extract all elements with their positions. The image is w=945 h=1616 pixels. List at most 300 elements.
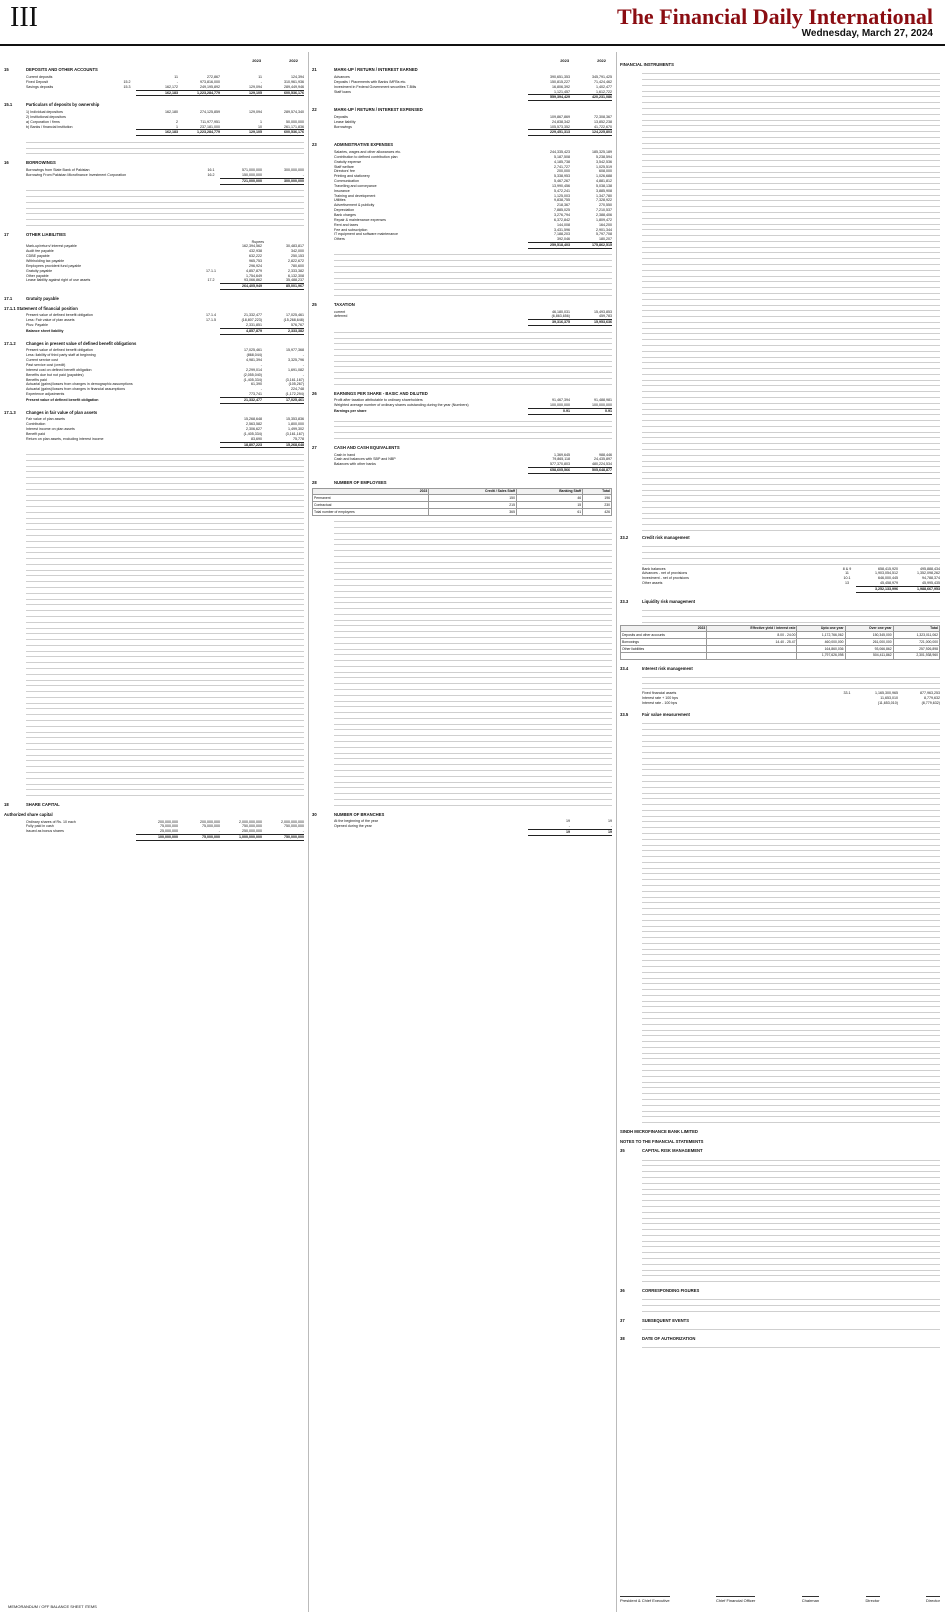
line-item-label: Less: Fair value of plan assets xyxy=(26,318,75,323)
line-item-value: 237,181,000 xyxy=(200,124,220,129)
line-item-value: 21,332,477 xyxy=(244,313,262,318)
line-item-note: 33.1 xyxy=(843,691,851,696)
line-item-value: 1,691,082 xyxy=(288,367,304,372)
line-item-label: Earnings per share xyxy=(334,409,367,414)
table-cell: 164,860,036 xyxy=(797,645,845,652)
line-item-value: (1,405,334) xyxy=(243,377,262,382)
section-eps: 26 EARNINGS PER SHARE - BASIC AND DILUTED Profit after taxation attributable to ordinary shareholders 91,467,394 91,488,981 Weighted average number of ordinary shares outstanding during the year (Numbers) 100,000,000 100,000,000 Earnings per share 0.91 0.91 xyxy=(312,391,612,439)
line-item-value: (868,044) xyxy=(246,353,262,358)
line-item-label: Fair value of plan assets xyxy=(26,417,65,422)
line-item-value: 2,333,382 xyxy=(288,268,304,273)
line-item xyxy=(4,178,304,185)
line-item-value: 79,865,118 xyxy=(552,457,570,462)
line-item-note: 17.2 xyxy=(207,278,215,283)
line-item-label: Interest cost on defined benefit obligation xyxy=(26,367,92,372)
line-item-label: Fee and subscription xyxy=(334,227,368,232)
line-item xyxy=(312,242,612,249)
memorandum-heading: MEMORANDUM / OFF BALANCE SHEET ITEMS xyxy=(8,1604,97,1609)
line-item-value: 8,779,632 xyxy=(924,696,940,701)
line-item-label: Cash and balances with SBP and NBP xyxy=(334,457,396,462)
line-item-value: 1,754,649 xyxy=(246,273,262,278)
line-item-value: 129,094 xyxy=(249,84,262,89)
paragraph xyxy=(620,1156,940,1282)
table-cell: 1,797,626,098 xyxy=(797,652,845,659)
section-share-capital: 18 SHARE CAPITAL Authorized share capital Ordinary shares of Rs. 10 each 200,000,000 200,000,000 2,000,000,000 2,000,000,000 Fully paid in cash 75,000,000 75,000,000 750,000,000 750,000,000 Issued as bonus shares 25,000,000 - 250,000,000 - 100,000,000 75,000,000 1,000,000,000 750,000,000 xyxy=(4,802,304,840)
line-item-label: CDBE payable xyxy=(26,254,50,259)
line-item-value: 15,268,648 xyxy=(262,442,304,449)
line-item-value: 3,885,908 xyxy=(596,188,612,193)
table-cell: 426 xyxy=(583,508,612,515)
line-item-label: Fixed Deposit xyxy=(26,79,48,84)
line-item-label: Deposits / Placements with Banks /MFBs etc. xyxy=(334,79,407,84)
line-item-label: Current deposits xyxy=(26,75,53,80)
table-header: Banking Staff xyxy=(516,488,582,495)
line-item-value: 750,000,000 xyxy=(262,834,304,841)
line-item-value: 244,335,423 xyxy=(550,150,570,154)
line-item-value: 129,094 xyxy=(249,110,262,115)
line-item-value: 150,000,000 xyxy=(242,173,262,177)
table-row xyxy=(313,495,612,502)
line-item-value: 773,741 xyxy=(249,392,262,397)
line-item-value: 93,066,862 xyxy=(244,278,262,283)
line-item-value: 342,000 xyxy=(291,249,304,254)
line-item-value: 577,370,803 xyxy=(550,462,570,467)
line-item-label: Others xyxy=(334,237,345,242)
paragraph xyxy=(620,1296,940,1312)
line-item-value: 600,536,176 xyxy=(262,129,304,136)
line-item-value: 91,467,394 xyxy=(552,398,570,403)
line-item-value: 5,338,953 xyxy=(554,174,570,179)
table-cell: 2,301,938,960 xyxy=(893,652,939,659)
paragraph xyxy=(312,328,612,385)
line-item-value: 2 xyxy=(176,119,178,124)
line-item-value: 30,483,817 xyxy=(286,244,304,249)
line-item-label: Mark-up/return/ interest payable xyxy=(26,244,77,249)
line-item-value: 274,125,859 xyxy=(200,110,220,115)
line-item-value: 3,276,794 xyxy=(554,212,570,217)
line-item-value: 6,132,308 xyxy=(288,273,304,278)
line-item-value: 11,653,010 xyxy=(880,696,898,701)
signatory: Director xyxy=(925,1598,940,1603)
line-item-value: 877,963,253 xyxy=(920,691,940,696)
section-title: FINANCIAL INSTRUMENTS xyxy=(620,62,674,67)
paragraph xyxy=(620,720,940,1124)
line-item-value: 2,388,406 xyxy=(596,212,612,217)
table-row xyxy=(621,645,940,652)
line-item-value: 71,424,462 xyxy=(594,79,612,84)
line-item-note: 11 xyxy=(845,571,849,576)
line-item xyxy=(312,467,612,474)
section-other-liabilities: 17 OTHER LIABILITIES Rupees Mark-up/return/ interest payable 162,394,562 30,483,817 Audit fee payable 432,938 342,000 CDBE payable 632,222 250,153 Withholding tax payable 965,753 2,822,672 Employees provident fund payable 296,924 780,600 Gratuity payable 17.1.1 4,857,879 2,333,382 Other payable 1,754,649 6,132,308 Lease liability against right of use assets 17.2 93,066,862 35,488,237 264,405,949 85,001,967 xyxy=(4,231,304,289)
table-cell: 261,000,000 xyxy=(845,639,893,646)
line-item-label: Fully paid in cash xyxy=(26,824,54,829)
line-item xyxy=(312,408,612,415)
line-item xyxy=(4,328,304,335)
line-item-label: Weighted average number of ordinary shares outstanding during the year (Numbers) xyxy=(334,403,469,408)
line-item-value: 459,783 xyxy=(599,314,612,319)
section-markup-expensed: 22 MARK-UP / RETURN / INTEREST EXPENSED Deposits 109,867,869 72,308,367 Lease liability 24,838,342 13,852,238 Borrowings 105,573,352 41,722,670 229,451,313 124,225,803 xyxy=(312,107,612,135)
section-capital-risk: 35 CAPITAL RISK MANAGEMENT xyxy=(620,1148,940,1282)
line-item-value: - xyxy=(568,824,570,829)
line-item-label: Profit after taxation attributable to ordinary shareholders xyxy=(334,398,423,403)
table-cell: 230 xyxy=(583,502,612,509)
line-item-label: Printing and stationery xyxy=(334,174,370,179)
table-header: Effective yield / interest rate xyxy=(707,625,797,632)
section-interest-risk: 33.4 Interest risk management Fixed financial assets 33.1 1,165,300,965 877,963,253 Interest rate + 100 bps 11,653,010 8,779,632 Interest rate - 100 bps (11,653,010) (8,779,632) xyxy=(620,665,940,706)
line-item-note: 15.2 xyxy=(123,79,131,84)
line-item-value: 750,000,000 xyxy=(242,824,262,829)
line-item-label: Benefit paid xyxy=(26,431,45,436)
line-item-label: Utilities xyxy=(334,198,346,203)
line-item-value: 780,600 xyxy=(291,263,304,268)
line-item-value: 19 xyxy=(566,819,570,824)
line-item-value: 129,105 xyxy=(220,129,262,136)
line-item-label: Staff loans xyxy=(334,89,351,94)
line-item-value: 11 xyxy=(258,75,262,80)
table-cell: 1,323,011,062 xyxy=(893,632,939,639)
line-item-label: Gratuity payable xyxy=(26,268,53,273)
line-item-label: Borrowings xyxy=(334,124,352,129)
line-item-label: Experience adjustments xyxy=(26,392,65,397)
line-item-label: Bank charges xyxy=(334,212,356,217)
table-header: Credit / Sales Staff xyxy=(429,488,517,495)
line-item-label: Past service cost (credit) xyxy=(26,363,66,367)
line-item xyxy=(4,129,304,136)
column-two xyxy=(312,58,612,1608)
line-item-value: 1,026,688 xyxy=(596,174,612,179)
line-item-value: 180,207 xyxy=(599,237,612,242)
line-item-value: 250,000,000 xyxy=(242,829,262,834)
line-item xyxy=(620,586,940,593)
line-item-value: 576,767 xyxy=(291,323,304,328)
line-item-value: 608,000 xyxy=(599,169,612,174)
line-item-label: Insurance xyxy=(334,188,350,193)
line-item-label: Deposits xyxy=(334,114,348,119)
line-item-value: 2,000,000,000 xyxy=(239,819,262,824)
line-item-value: (1,172,294) xyxy=(285,392,304,397)
line-item-label: Present value of defined benefit obligation xyxy=(26,397,99,402)
line-item-value: 75,000,000 xyxy=(202,824,220,829)
section-admin-expenses: 23 ADMINISTRATIVE EXPENSES Salaries, wages and other allowances etc. 244,335,423 185,325,189 Contribution to defined contribution plan 5,187,508 5,238,594 Gratuity expense 4,185,738 3,542,536 Staff welfare 2,741,727 1,025,519 Directors' fee 200,000 608,000 Printing and stationery 5,338,953 1,026,688 Communication 5,467,267 4,881,812 Travelling and conveyance 13,990,456 5,038,138 Insurance 5,472,241 3,885,908 Training and development 1,125,003 1,347,780 Utilities 9,838,755 7,328,922 Advertisement & publicity 218,367 270,550 Depreciation 7,885,025 7,210,537 Bank charges 3,276,794 2,388,406 Repair & maintenance expenses 6,372,842 1,809,472 Rent and taxes 144,008 164,200 Fee and subscription 3,431,596 2,901,344 IT equipment and software maintenance 7,188,203 5,797,708 Others 392,046 180,207 259,518,403 175,862,515 xyxy=(312,142,612,296)
line-item-value: 7,210,537 xyxy=(596,208,612,213)
line-item-note: 17.1.1 xyxy=(206,268,216,273)
line-item-value: 711,977,951 xyxy=(200,119,220,124)
line-item-value: 5,238,594 xyxy=(596,154,612,159)
line-item-value: 15,977,368 xyxy=(286,348,304,353)
line-item-value: 124,225,803 xyxy=(570,129,612,136)
line-item-value: 1,125,003 xyxy=(554,193,570,198)
paragraph xyxy=(620,1344,940,1349)
section-corresponding: 36 CORRESPONDING FIGURES xyxy=(620,1288,940,1312)
line-item-label: Advertisement & publicity xyxy=(334,203,375,208)
line-item-value: 1,402,477 xyxy=(596,84,612,89)
table-cell: Borrowings xyxy=(621,639,707,646)
line-item-label: Lease liability xyxy=(334,119,356,124)
line-item-label: Ordinary shares of Rs. 10 each xyxy=(26,819,76,824)
line-item-label: Contribution xyxy=(26,422,46,427)
line-item-value: 13,852,238 xyxy=(594,119,612,124)
line-item-label: Advances - net of provisions xyxy=(642,571,688,576)
line-item-value: - xyxy=(302,363,304,367)
table-cell: 215 xyxy=(429,502,517,509)
line-item-value: 39,316,375 xyxy=(528,319,570,326)
table-cell: Deposits and other accounts xyxy=(621,632,707,639)
line-item-value: (11,653,010) xyxy=(877,701,898,706)
line-item-value: (3,161,167) xyxy=(285,377,304,382)
column-divider xyxy=(616,52,617,1612)
line-item-value: 105,573,352 xyxy=(550,124,570,129)
line-item-label: Bank balances xyxy=(642,566,666,571)
page-number: III xyxy=(10,2,38,33)
line-item-value: 19 xyxy=(608,819,612,824)
line-item-value: 15,953,636 xyxy=(570,319,612,326)
line-item-value: 11 xyxy=(174,75,178,80)
table-cell: 504,411,862 xyxy=(845,652,893,659)
line-item-value: 2,333,382 xyxy=(262,328,304,335)
line-item-value: 4,881,812 xyxy=(596,179,612,184)
line-item-label: Travelling and conveyance xyxy=(334,183,377,188)
line-item-value: 218,367 xyxy=(557,203,570,208)
line-item-label: Directors' fee xyxy=(334,169,356,174)
line-item-label: a) Corporation / firms xyxy=(26,119,60,124)
table-header: 2023 xyxy=(621,625,707,632)
line-item-value: 13,990,456 xyxy=(552,183,570,188)
line-item-value: 2,563,582 xyxy=(246,422,262,427)
line-item xyxy=(620,701,940,706)
line-item-value: 5,187,508 xyxy=(554,154,570,159)
line-item-value: 261,171,836 xyxy=(284,124,304,129)
line-item-value: 124,394 xyxy=(291,75,304,80)
paragraph xyxy=(4,450,304,796)
line-item-value: 1,165,300,965 xyxy=(875,691,898,696)
publication-date: Wednesday, March 27, 2024 xyxy=(801,28,933,39)
line-item-value: (15,268,648) xyxy=(283,318,304,323)
line-item-label: Contribution to defined contribution plan xyxy=(334,154,398,159)
table-cell: Permanent xyxy=(313,495,429,502)
line-item-value: 91,488,981 xyxy=(594,398,612,403)
line-item-label: Staff welfare xyxy=(334,164,354,169)
line-item-value: 1,352,098,262 xyxy=(917,571,940,576)
line-item-value: 392,046 xyxy=(557,237,570,242)
line-item xyxy=(4,397,304,404)
line-item-value: 17,025,461 xyxy=(286,313,304,318)
paragraph xyxy=(620,606,940,622)
line-item-label: Training and development xyxy=(334,193,376,198)
line-item-value: 4,857,879 xyxy=(246,268,262,273)
bank-name: SINDH MICROFINANCE BANK LIMITED xyxy=(620,1129,698,1135)
line-item xyxy=(312,829,612,836)
line-item-value: 75,000,000 xyxy=(178,834,220,841)
line-item-value: 345,791,425 xyxy=(592,75,612,80)
table-row xyxy=(313,508,612,515)
line-item xyxy=(312,319,612,326)
line-item-value: 1 xyxy=(176,124,178,129)
line-item-value: 646,000,445 xyxy=(878,576,898,581)
line-item-value: 2,822,672 xyxy=(288,259,304,264)
line-item-label: Lease liability against right of use assets xyxy=(26,278,91,283)
line-item-note: 8 & 9 xyxy=(842,566,852,571)
line-item-value: 162,172 xyxy=(165,84,178,89)
line-item xyxy=(312,94,612,101)
line-item-value: 150,815,227 xyxy=(550,79,570,84)
line-item-value: 4,981,394 xyxy=(246,358,262,363)
line-item-label: Other assets xyxy=(642,581,663,586)
table-cell xyxy=(621,652,707,659)
line-item-value: 5,797,708 xyxy=(596,232,612,237)
line-item-value: - xyxy=(302,173,304,177)
line-item-value: - xyxy=(302,372,304,377)
line-item-value: 2,000,000,000 xyxy=(281,819,304,824)
line-item-value: 1,499,302 xyxy=(288,427,304,432)
line-item-value: 94,788,374 xyxy=(922,576,940,581)
line-item-value: 2,901,344 xyxy=(596,227,612,232)
paragraph xyxy=(4,187,304,226)
liquidity-table xyxy=(620,625,940,660)
line-item-value: 35,488,237 xyxy=(286,278,304,283)
line-item-value: 45,995,435 xyxy=(922,581,940,586)
line-item-label: Borrowings from State Bank of Pakistan xyxy=(26,168,90,173)
line-item-value: 185,325,189 xyxy=(592,150,612,154)
line-item-note: 13 xyxy=(845,581,849,586)
line-item-label: Present value of defined benefit obligation xyxy=(26,313,93,318)
line-item-label: IT equipment and software maintenance xyxy=(334,232,399,237)
line-item-label: Advances xyxy=(334,75,350,80)
line-item-note: 10.1 xyxy=(843,576,851,581)
line-item-value: 249,195,892 xyxy=(200,84,220,89)
employees-table xyxy=(312,488,612,516)
line-item-value: 109,867,869 xyxy=(550,114,570,119)
line-item-value: 5,038,138 xyxy=(596,183,612,188)
line-item-label: Balance sheet liability xyxy=(26,328,64,333)
line-item-value: 3,252,133,996 xyxy=(856,586,898,593)
line-item-value: 300,000,000 xyxy=(284,168,304,173)
line-item-value: 289,449,946 xyxy=(284,84,304,89)
line-item-label: Audit fee payable xyxy=(26,249,54,254)
line-item-value: 1,223,284,779 xyxy=(178,129,220,136)
line-item-value: (3,161,167) xyxy=(285,431,304,436)
line-item-value: 2,306,627 xyxy=(246,427,262,432)
line-item-label: Actuarial (gains)/losses from changes in financial assumptions xyxy=(26,387,126,392)
paragraph xyxy=(620,673,940,689)
line-item-value: 100,000,000 xyxy=(550,403,570,408)
table-cell: 365 xyxy=(429,508,517,515)
line-item-value: 1,025,519 xyxy=(596,164,612,169)
line-item-value: - xyxy=(260,363,262,367)
line-item-label: Investment - net of provisions xyxy=(642,576,689,581)
line-item-value: 17,025,461 xyxy=(244,348,262,353)
line-item-value: 3,325,796 xyxy=(288,358,304,363)
masthead xyxy=(0,0,945,46)
table-header: 2023 xyxy=(313,488,429,495)
line-item xyxy=(4,442,304,449)
line-item-label: Borrowing From Pakistan Microfinance Investment Corporation xyxy=(26,173,127,177)
line-item-value: 9,838,755 xyxy=(554,198,570,203)
line-item-value: 600,536,176 xyxy=(262,90,304,97)
table-cell: 14.40 - 25.47 xyxy=(707,639,797,646)
line-item-value: 296,924 xyxy=(249,263,262,268)
section-markup-earned: 21 MARK-UP / RETURN / INTEREST EARNED Advances 390,651,353 345,791,425 Deposits / Placements with Banks /MFBs etc. 150,815,227 71,424,462 Investment in Federal Government securities T-Bills 16,806,392 1,402,477 Staff loans 1,121,457 1,612,722 559,394,429 420,231,086 xyxy=(312,67,612,100)
section-dbo-changes: 17.1.2 Changes in present value of defined benefit obligations Present value of defined benefit obligation 17,025,461 15,977,368 Less: liability of third party staff at beginning (868,044) - Current service cost 4,981,394 3,325,796 Past service cost (credit) - - Interest cost on defined benefit obligation 2,299,014 1,691,082 Benefits due but not paid (payables) (2,055,040) - Benefits paid (1,405,334) (3,161,167) Actuarial (gains)/losses from changes in demographic assumptions 61,390 (105,267) Actuarial (gains)/losses from changes in financial assumptions - 224,748 Experience adjustments 773,741 (1,172,294) Present value of defined benefit obligation 21,332,477 17,025,461 xyxy=(4,340,304,402)
line-item-value: 988,446 xyxy=(599,452,612,457)
line-item-value: 965,753 xyxy=(249,259,262,264)
line-item-value: 1,000,000,000 xyxy=(220,834,262,841)
line-item-label: Interest rate + 100 bps xyxy=(642,696,679,701)
line-item-value: 50,000,000 xyxy=(286,119,304,124)
table-cell: 150 xyxy=(429,495,517,502)
line-item-value: 0.91 xyxy=(528,408,570,415)
line-item-value: 144,008 xyxy=(557,222,570,227)
line-item-value: 432,938 xyxy=(249,249,262,254)
signatory: Director xyxy=(865,1598,880,1603)
line-item-value: 129,105 xyxy=(220,90,262,97)
section-taxation: 25 TAXATION current 46,180,031 15,493,853 deferred (6,863,656) 459,783 39,316,375 15,953,636 xyxy=(312,302,612,385)
table-cell: 46 xyxy=(516,495,582,502)
line-item-value: 72,308,367 xyxy=(594,114,612,119)
line-item-value: 24,838,342 xyxy=(552,119,570,124)
line-item-value: 15,353,836 xyxy=(286,417,304,422)
line-item-value: - xyxy=(260,387,262,392)
table-cell: 61 xyxy=(516,508,582,515)
line-item-value: - xyxy=(218,829,220,834)
line-item-label: Employees provident fund payable xyxy=(26,263,82,268)
line-item-value: 10 xyxy=(258,124,262,129)
line-item-value: 85,001,967 xyxy=(262,283,304,290)
line-item-label: Savings deposits xyxy=(26,84,54,89)
line-item-label: 1) Individual depositors xyxy=(26,110,63,115)
line-item-label: Communication xyxy=(334,179,359,184)
line-item-label: Less: liability of third party staff at beginning xyxy=(26,353,96,358)
line-item-value: (8,779,632) xyxy=(921,701,940,706)
line-item-value: 200,000 xyxy=(557,169,570,174)
line-item-value: 75,000,000 xyxy=(160,824,178,829)
line-item-note: 16.2 xyxy=(207,173,215,177)
paragraph xyxy=(620,1326,940,1331)
line-item-label: Investment in Federal Government securities T-Bills xyxy=(334,84,417,89)
line-item-value: 1,223,284,779 xyxy=(178,90,220,97)
section-borrowings: 16 BORROWINGS Borrowings from State Bank of Pakistan 16.1 571,000,000 300,000,000 Borrowing From Pakistan Microfinance Investment Corporation 16.2 150,000,000 - 721,000,000 300,000,000 xyxy=(4,160,304,225)
line-item-value: 19 xyxy=(570,829,612,836)
line-item-label: Present value of defined benefit obligation xyxy=(26,348,93,353)
line-item-label: b) Banks / financial institution xyxy=(26,124,73,129)
section-employees: 28 NUMBER OF EMPLOYEES 2023 Credit / Sales Staff Banking Staff Total Permanent 150 46 196 Contractual 215 15 230 Total number of employees 365 61 426 xyxy=(312,480,612,806)
line-item-value: 390,651,353 xyxy=(550,75,570,80)
line-item-value: 1,800,000 xyxy=(288,422,304,427)
signatories xyxy=(620,1596,940,1603)
line-item-value: 420,231,086 xyxy=(570,94,612,101)
paragraph xyxy=(620,70,940,531)
line-item-value: 200,000,000 xyxy=(158,819,178,824)
line-item-label: Rent and taxes xyxy=(334,222,359,227)
table-cell: Contractual xyxy=(313,502,429,509)
paragraph xyxy=(4,138,304,154)
line-item-value: - xyxy=(260,79,262,84)
line-item-value: - xyxy=(176,79,178,84)
line-item-value: 250,153 xyxy=(291,254,304,259)
paragraph xyxy=(312,518,612,806)
table-cell: 15 xyxy=(516,502,582,509)
line-item-value: 162,180 xyxy=(165,110,178,115)
line-item-value: 1,612,722 xyxy=(596,89,612,94)
line-item-value: 229,451,313 xyxy=(528,129,570,136)
line-item-value: 7,885,025 xyxy=(554,208,570,213)
line-item-value: 3,431,596 xyxy=(554,227,570,232)
line-item-value: (18,807,223) xyxy=(241,318,262,323)
table-row xyxy=(621,639,940,646)
year-header: 2023 2022 xyxy=(252,58,298,63)
line-item-value: 632,222 xyxy=(249,254,262,259)
line-item-value: 0.91 xyxy=(570,408,612,415)
section-deposits-ownership: 15.1 Particulars of deposits by ownership 1) Individual depositors 162,180 274,125,859 129,094 289,574,340 2) Institutional depositors a) Corporation / firms 2 711,977,951 1 50,000,000 b) Banks / financial institution 1 237,181,000 10 261,171,836 162,183 1,223,284,779 129,105 600,536,176 xyxy=(4,102,304,154)
